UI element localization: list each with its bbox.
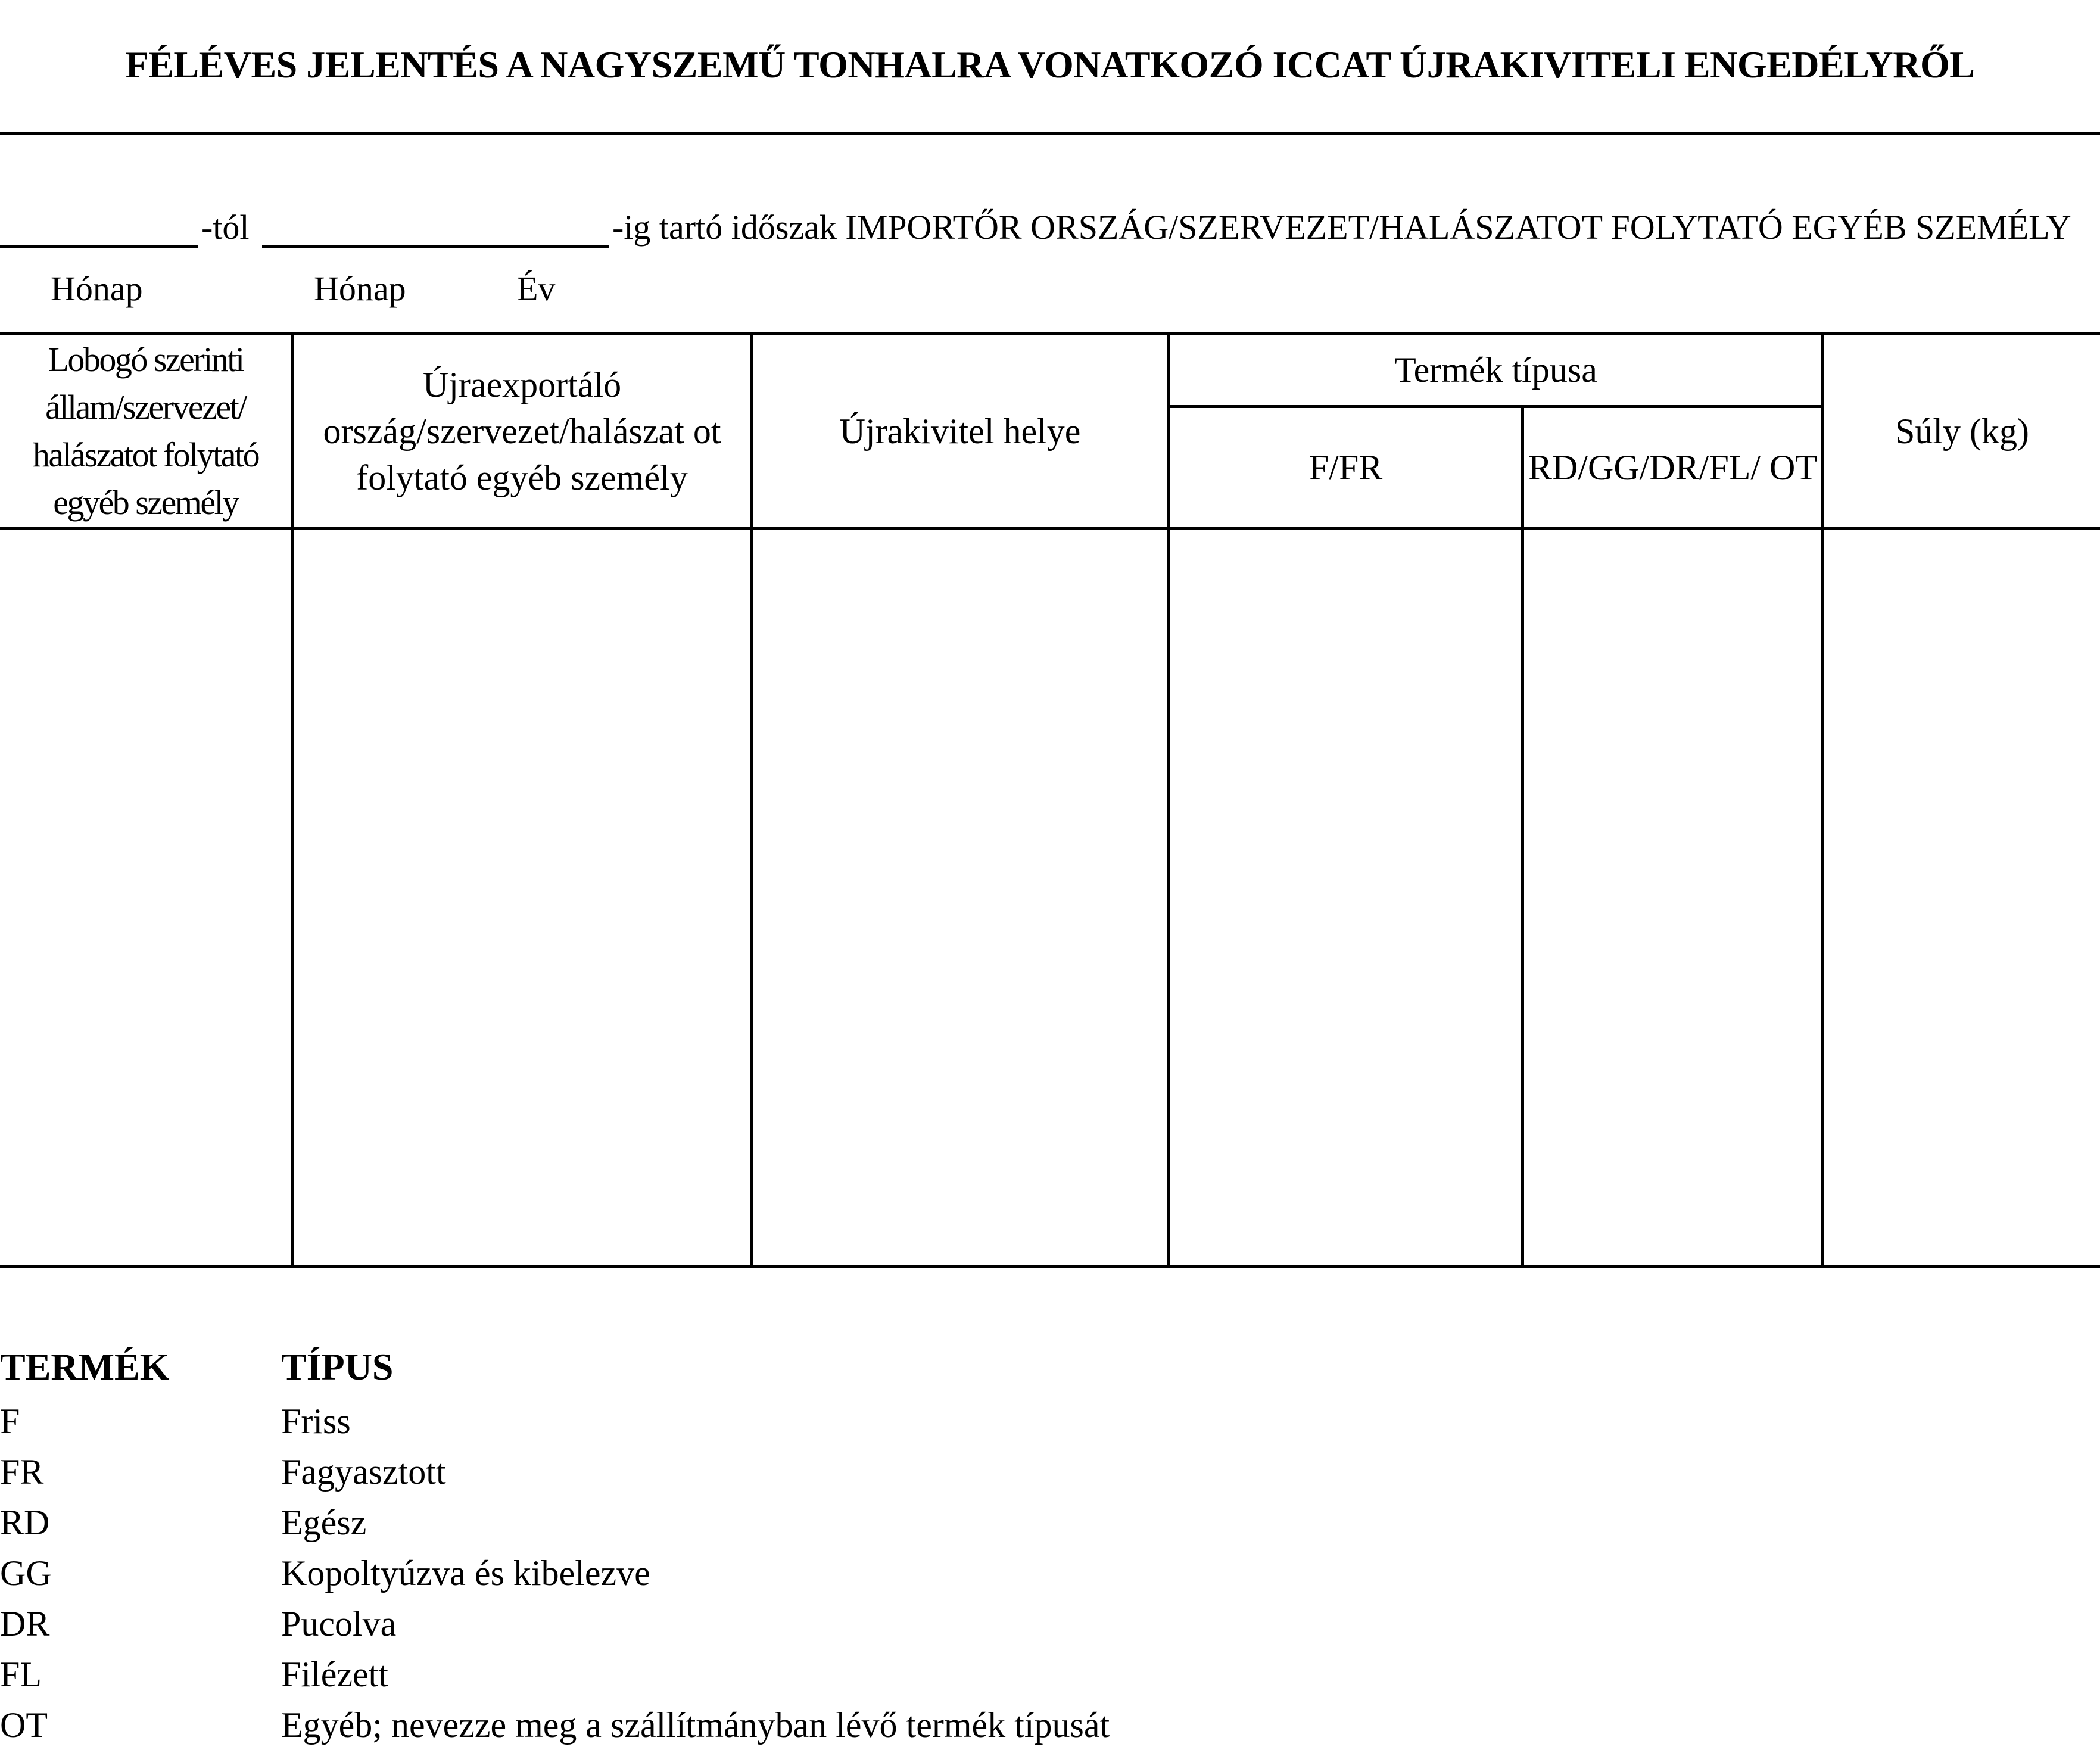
header-weight-text: Súly (kg) — [1895, 411, 2029, 451]
document-title: FÉLÉVES JELENTÉS A NAGYSZEMŰ TONHALRA VONATKOZÓ ICCAT ÚJRAKIVITELI ENGEDÉLYRŐL — [125, 43, 1975, 86]
header-product-f-fr-text: F/FR — [1308, 448, 1383, 487]
legend-description: Pucolva — [281, 1604, 397, 1643]
header-reexport-place — [753, 335, 1167, 527]
legend-code: F — [0, 1402, 20, 1441]
header-reexporting-country — [294, 335, 750, 527]
header-reexporting-country-text: Újraexportáló ország/szervezet/halászat ot folytató egyéb személy — [323, 365, 721, 497]
table-bottom-border — [0, 1265, 2100, 1268]
header-flag-state-text: Lobogó szerinti állam/szervezet/ halászatot folytató egyéb személy — [32, 340, 259, 522]
legend-code: DR — [0, 1604, 50, 1643]
header-product-f-fr — [1170, 408, 1521, 527]
legend-description: Kopoltyúzva és kibelezve — [281, 1553, 650, 1593]
legend-description: Egész — [281, 1503, 367, 1542]
legend-header-product: TERMÉK — [0, 1346, 170, 1388]
header-weight — [1824, 335, 2100, 527]
from-month-label: Hónap — [51, 269, 143, 308]
header-product-rd-gg — [1524, 408, 1821, 527]
header-reexport-place-text: Újrakivitel helye — [839, 411, 1081, 451]
header-flag-state — [0, 335, 291, 527]
legend-code: FR — [0, 1452, 44, 1492]
legend-code: FL — [0, 1655, 42, 1694]
from-suffix: -tól — [201, 208, 250, 247]
header-product-type-text: Termék típusa — [1394, 350, 1597, 390]
title-divider — [0, 132, 2100, 135]
legend-code: GG — [0, 1553, 52, 1593]
to-month-year-blank — [262, 245, 609, 248]
column-divider — [1521, 406, 1524, 1268]
header-product-type — [1170, 335, 1821, 405]
legend-code: OT — [0, 1705, 48, 1745]
from-month-blank — [0, 245, 198, 248]
to-month-label: Hónap — [314, 269, 406, 308]
legend-description: Friss — [281, 1402, 351, 1441]
legend-description: Egyéb; nevezze meg a szállítmányban lévő termék típusát — [281, 1705, 1110, 1745]
header-product-rd-gg-text: RD/GG/DR/FL/ OT — [1528, 448, 1818, 487]
legend-description: Filézett — [281, 1655, 388, 1694]
legend-description: Fagyasztott — [281, 1452, 446, 1492]
period-description: -ig tartó időszak IMPORTŐR ORSZÁG/SZERVEZET/HALÁSZATOT FOLYTATÓ EGYÉB SZEMÉLY — [612, 208, 2071, 247]
legend-code: RD — [0, 1503, 50, 1542]
year-label: Év — [517, 269, 556, 308]
legend-header-type: TÍPUS — [281, 1346, 394, 1388]
table-header-border — [0, 527, 2100, 530]
